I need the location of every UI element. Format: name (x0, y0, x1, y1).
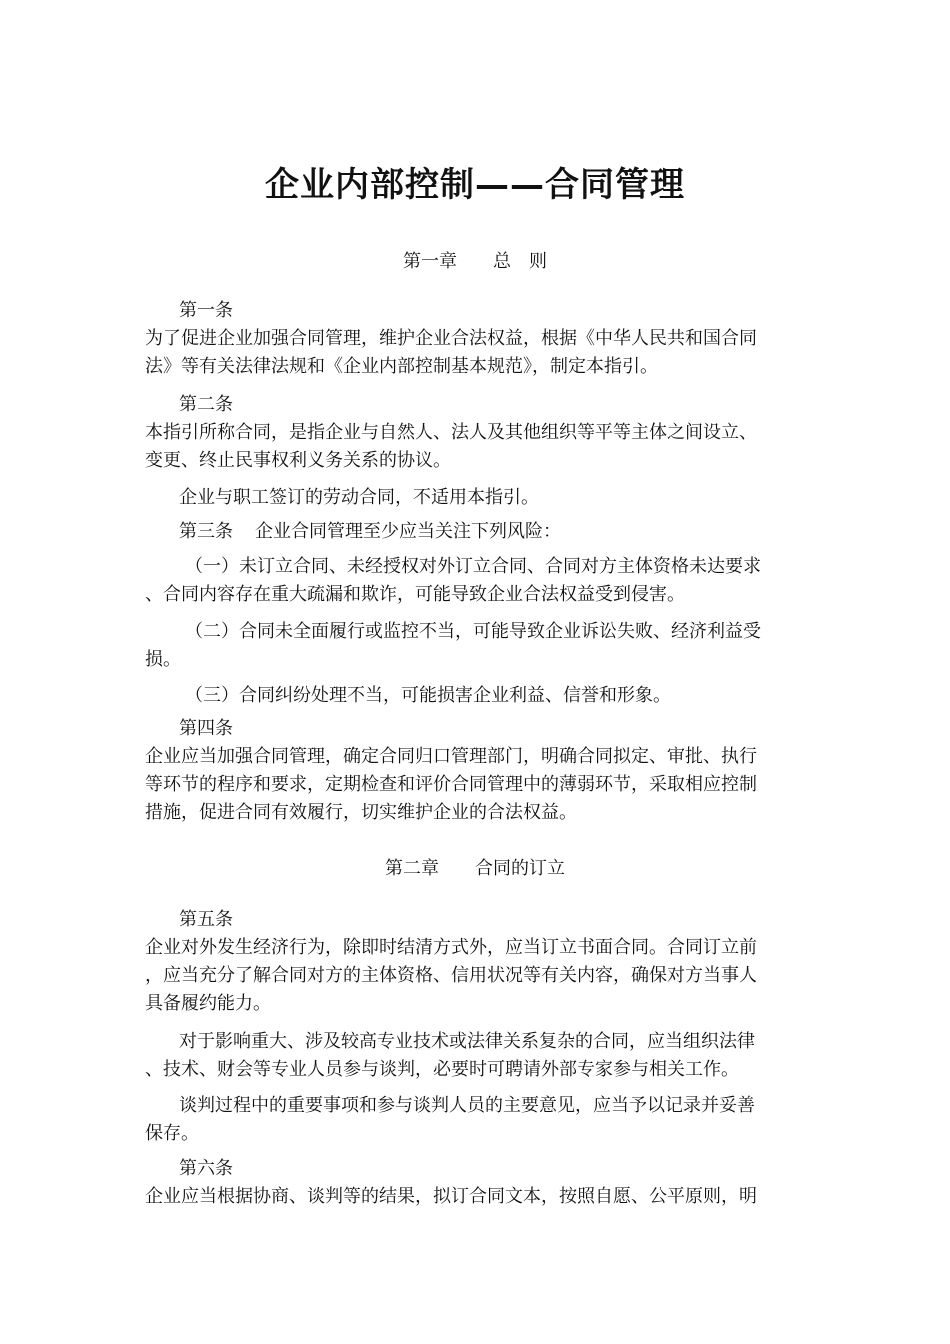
paragraph: 企业与职工签订的劳动合同，不适用本指引。 (179, 487, 539, 508)
paragraph-line: 本指引所称合同，是指企业与自然人、法人及其他组织等平等主体之间设立、 (145, 422, 757, 443)
paragraph-line: 为了促进企业加强合同管理，维护企业合法权益，根据《中华人民共和国合同 (145, 328, 757, 349)
chapter-heading-1 (0, 248, 950, 276)
paragraph-line: 企业应当根据协商、谈判等的结果，拟订合同文本，按照自愿、公平原则，明 (145, 1186, 757, 1207)
article-label: 第二条 (179, 394, 233, 415)
paragraph (145, 1028, 797, 1084)
chapter-label: 第二章 (385, 858, 439, 879)
article-label: 第一条 (179, 300, 233, 321)
paragraph-line: 变更、终止民事权利义务关系的协议。 (145, 450, 451, 471)
paragraph-line: 等环节的程序和要求，定期检查和评价合同管理中的薄弱环节，采取相应控制 (145, 774, 757, 795)
chapter-name: 合同的订立 (475, 858, 565, 879)
article-6 (145, 1155, 797, 1211)
article-4 (145, 715, 797, 827)
paragraph-line: 法》等有关法律法规和《企业内部控制基本规范》，制定本指引。 (145, 356, 658, 377)
chapter-label: 第一章 (403, 251, 457, 272)
chapter-name: 总 则 (493, 251, 547, 272)
paragraph-line: 企业应当加强合同管理，确定合同归口管理部门，明确合同拟定、审批、执行 (145, 746, 757, 767)
paragraph-line: 企业对外发生经济行为，除即时结清方式外，应当订立书面合同。合同订立前 (145, 937, 757, 958)
paragraph-line: 措施，促进合同有效履行，切实维护企业的合法权益。 (145, 802, 577, 823)
risk-item-1 (145, 553, 797, 609)
document-title: 企业内部控制——合同管理 (265, 165, 685, 205)
article-text: 企业合同管理至少应当关注下列风险： (255, 521, 561, 542)
article-label: 第五条 (179, 909, 233, 930)
paragraph-line: 具备履约能力。 (145, 993, 271, 1014)
paragraph-line: （一）未订立合同、未经授权对外订立合同、合同对方主体资格未达要求 (185, 556, 761, 577)
article-label: 第四条 (179, 718, 233, 739)
paragraph-line: （二）合同未全面履行或监控不当，可能导致企业诉讼失败、经济利益受 (185, 621, 761, 642)
risk-item-3: （三）合同纠纷处理不当，可能损害企业利益、信誉和形象。 (185, 685, 671, 706)
paragraph-line: 、技术、财会等专业人员参与谈判，必要时可聘请外部专家参与相关工作。 (145, 1059, 739, 1080)
article-5 (145, 906, 797, 1018)
chapter-heading-2 (0, 855, 950, 883)
paragraph-line: 损。 (145, 649, 181, 670)
risk-item-2 (145, 618, 797, 674)
paragraph-line: 、合同内容存在重大疏漏和欺诈，可能导致企业合法权益受到侵害。 (145, 584, 685, 605)
paragraph-line: ，应当充分了解合同对方的主体资格、信用状况等有关内容，确保对方当事人 (145, 965, 757, 986)
paragraph-line: 谈判过程中的重要事项和参与谈判人员的主要意见，应当予以记录并妥善 (179, 1095, 755, 1116)
article-label: 第六条 (179, 1158, 233, 1179)
paragraph-line: 对于影响重大、涉及较高专业技术或法律关系复杂的合同，应当组织法律 (179, 1031, 755, 1052)
article-3 (145, 518, 831, 546)
paragraph (145, 1092, 797, 1148)
article-2 (145, 391, 797, 475)
article-label: 第三条 (179, 521, 233, 542)
paragraph-line: 保存。 (145, 1123, 199, 1144)
article-1 (145, 297, 797, 381)
